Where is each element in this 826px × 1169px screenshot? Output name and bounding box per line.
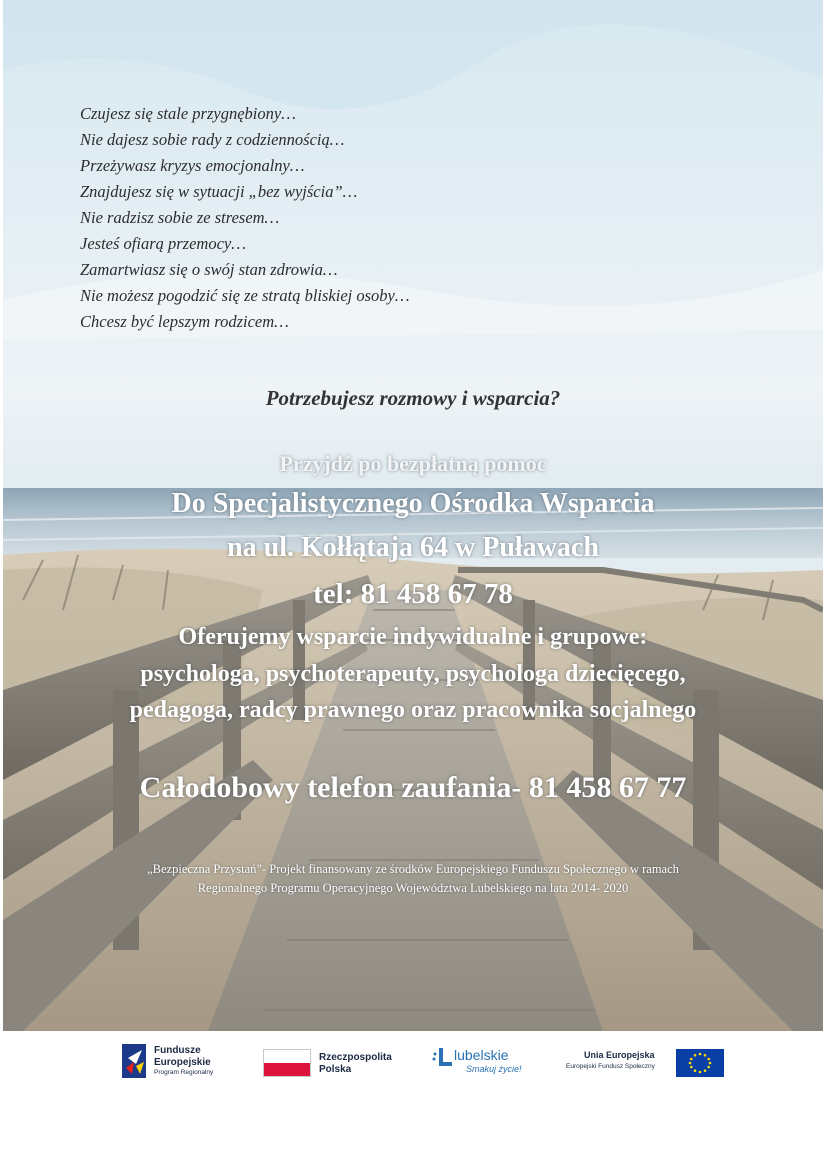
- project-note-line-1: „Bezpieczna Przystań”- Projekt finansowany ze środków Europejskiego Funduszu Społecznego w ramach: [147, 862, 679, 876]
- center-address: na ul. Kołłątaja 64 w Puławach: [227, 532, 599, 563]
- project-note-line-2: Regionalnego Programu Operacyjnego Województwa Lubelskiego na lata 2014- 2020: [197, 881, 629, 895]
- question-item: Przeżywasz kryzys emocjonalny…: [80, 156, 305, 175]
- hotline: Całodobowy telefon zaufania- 81 458 67 77: [139, 771, 687, 804]
- fundusze-europejskie-logo: [122, 1036, 232, 1088]
- invite-heading: Przyjdź po bezpłatną pomoc: [279, 451, 547, 476]
- specialists-line-1: psychologa, psychoterapeuty, psychologa dziecięcego,: [140, 661, 686, 687]
- eu-flag-icon: [676, 1049, 724, 1077]
- lubelskie-l-icon: [432, 1046, 454, 1070]
- center-phone: tel: 81 458 67 78: [313, 578, 513, 610]
- question-item: Nie możesz pogodzić się ze stratą bliskiej osoby…: [80, 286, 410, 305]
- specialists-line-2: pedagoga, radcy prawnego oraz pracownika socjalnego: [129, 697, 697, 723]
- question-item: Czujesz się stale przygnębiony…: [80, 104, 296, 123]
- unia-europejska-logo: [566, 1036, 746, 1088]
- question-item: Znajdujesz się w sytuacji „bez wyjścia”…: [80, 182, 358, 201]
- question-item: Nie radzisz sobie ze stresem…: [80, 208, 280, 227]
- question-item: Nie dajesz sobie rady z codziennością…: [80, 130, 345, 149]
- ue-line-2: Europejski Fundusz Społeczny: [566, 1063, 655, 1070]
- rp-line-2: Polska: [319, 1064, 352, 1075]
- project-funding-note: [0, 860, 826, 898]
- rp-line-1: Rzeczpospolita: [319, 1052, 392, 1063]
- lubelskie-logo: [432, 1036, 542, 1088]
- ue-line-1: Unia Europejska: [584, 1050, 655, 1060]
- lubelskie-slogan: Smakuj życie!: [466, 1064, 522, 1074]
- question-item: Zamartwiasz się o swój stan zdrowia…: [80, 260, 338, 279]
- fe-line-1: Fundusze: [154, 1045, 201, 1056]
- question-item: Jesteś ofiarą przemocy…: [80, 234, 246, 253]
- question-item: Chcesz być lepszym rodzicem…: [80, 312, 289, 331]
- fe-line-2: Europejskie: [154, 1057, 211, 1068]
- rzeczpospolita-polska-logo: [263, 1036, 392, 1088]
- question-list: [80, 101, 410, 335]
- support-question: Potrzebujesz rozmowy i wsparcia?: [265, 386, 561, 410]
- lubelskie-name: lubelskie: [454, 1047, 509, 1063]
- polish-flag-icon: [263, 1049, 311, 1077]
- offer-heading: Oferujemy wsparcie indywidualne i grupowe:: [178, 624, 648, 650]
- fe-line-3: Program Regionalny: [154, 1069, 214, 1076]
- fe-star-icon: [122, 1044, 148, 1078]
- center-name: Do Specjalistycznego Ośrodka Wsparcia: [171, 488, 655, 519]
- funding-logos-bar: [80, 1036, 748, 1088]
